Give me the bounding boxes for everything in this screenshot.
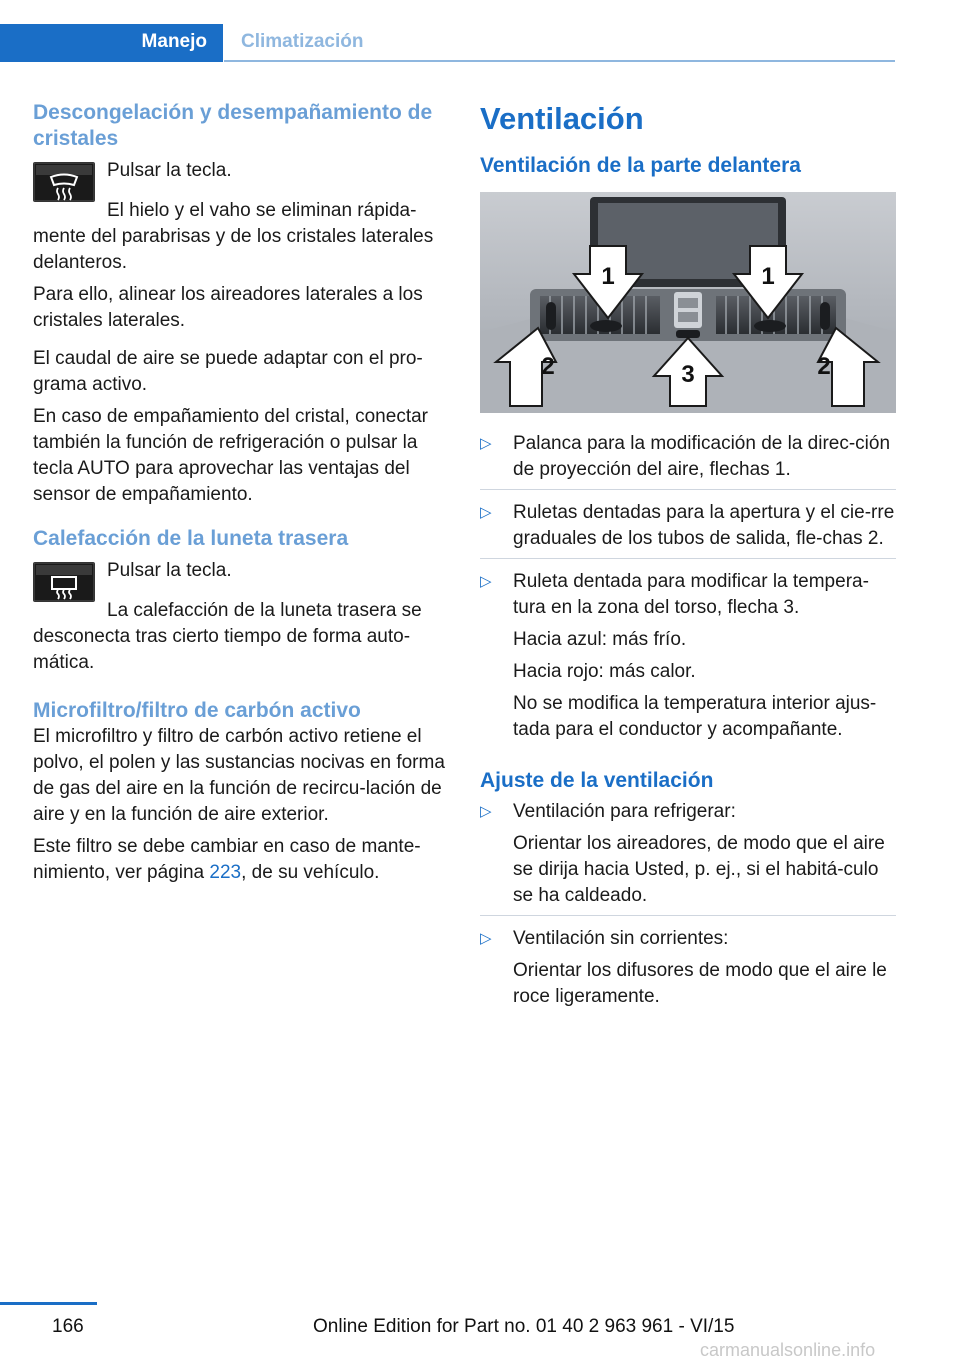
list-item-text: Ruletas dentadas para la apertura y el cie-rre graduales de los tubos de salida, fle-chas 2. (513, 502, 895, 549)
triangle-bullet-icon: ▷ (480, 803, 492, 820)
tab-climatizacion-label: Climatización (241, 31, 364, 52)
list-item-extra: Hacia rojo: más calor. (513, 661, 696, 682)
ventilation-title: Ventilación (480, 101, 644, 136)
ventilation-adjust-list (480, 799, 896, 1010)
list-item-extra: Hacia azul: más frío. (513, 629, 687, 650)
list-divider (480, 915, 896, 916)
page-header (0, 0, 960, 62)
triangle-bullet-icon: ▷ (480, 504, 492, 521)
section-title-microfilter: Microfiltro/filtro de carbón activo (33, 699, 361, 722)
dashboard-vents-figure (480, 192, 896, 413)
list-item-extra: Orientar los difusores de modo que el aire le roce ligeramente. (513, 960, 887, 1007)
front-defrost-icon (33, 162, 95, 202)
list-item-text: Ventilación para refrigerar: (513, 801, 736, 822)
figure-label-3: 3 (681, 361, 695, 388)
ventilation-elements-list (480, 431, 896, 743)
ventilation-adjust-title: Ajuste de la ventilación (480, 769, 714, 792)
defrost-airflow: El caudal de aire se puede adaptar con el pro-grama activo. (33, 348, 423, 395)
maintenance-text-a: Este filtro se debe cambiar en caso de mante-nimiento, ver página (33, 836, 421, 883)
tab-climatizacion[interactable] (224, 24, 895, 62)
figure-label-1-left: 1 (601, 263, 615, 290)
rear-press-key: Pulsar la tecla. (107, 560, 232, 581)
list-item (480, 926, 896, 1010)
defrost-description: El hielo y el vaho se eliminan rápida-mente del parabrisas y de los cristales laterales delanteros. (33, 200, 434, 273)
list-item-text: Palanca para la modificación de la direc-ción de proyección del aire, flechas 1. (513, 433, 891, 480)
page-number: 166 (52, 1316, 84, 1337)
header-divider (224, 60, 895, 62)
page-reference-link[interactable]: 223 (209, 862, 242, 883)
rear-heating-description: La calefacción de la luneta trasera se desconecta tras cierto tiempo de forma auto-mática. (33, 600, 422, 673)
defrost-key-block (33, 158, 448, 198)
edition-text: Online Edition for Part no. 01 40 2 963 961 - VI/15 (313, 1316, 735, 1337)
triangle-bullet-icon: ▷ (480, 435, 492, 452)
ventilation-subtitle: Ventilación de la parte delantera (480, 154, 801, 177)
microfilter-description: El microfiltro y filtro de carbón activo retiene el polvo, el polen y las sustancias nocivas en forma de gas del aire en la función de recircu-lación de aire y en la función de aire exterior. (33, 726, 445, 825)
list-item-text: Ventilación sin corrientes: (513, 928, 729, 949)
defrost-press-key: Pulsar la tecla. (107, 160, 232, 181)
left-column (33, 100, 448, 892)
tab-manejo-label: Manejo (141, 31, 207, 52)
defrost-fogging: En caso de empañamiento del cristal, conectar también la función de refrigeración o pulsar la tecla AUTO para aprovechar las ventajas del sensor de empañamiento. (33, 406, 428, 505)
list-item (480, 500, 896, 552)
triangle-bullet-icon: ▷ (480, 930, 492, 947)
list-divider (480, 558, 896, 559)
rear-defrost-key-block (33, 558, 448, 598)
list-item-extra: No se modifica la temperatura interior ajus-tada para el conductor y acompañante. (513, 693, 877, 740)
figure-label-2-left: 2 (541, 353, 555, 380)
list-item (480, 431, 896, 483)
list-divider (480, 489, 896, 490)
list-item (480, 799, 896, 909)
figure-label-2-right: 2 (817, 353, 831, 380)
list-item-extra: Orientar los aireadores, de modo que el aire se dirija hacia Usted, p. ej., si el habitá-culo se ha caldeado. (513, 833, 885, 906)
triangle-bullet-icon: ▷ (480, 573, 492, 590)
watermark: carmanualsonline.info (700, 1340, 876, 1360)
microfilter-maintenance (33, 834, 448, 886)
footer-divider (0, 1302, 97, 1305)
list-item (480, 569, 896, 743)
right-column (480, 100, 896, 1016)
section-title-rear-heating: Calefacción de la luneta trasera (33, 527, 349, 550)
figure-label-1-right: 1 (761, 263, 775, 290)
rear-defrost-icon (33, 562, 95, 602)
maintenance-text-b: , de su vehículo. (241, 862, 380, 883)
section-title-defrost: Descongelación y desempañamiento de cristales (33, 101, 433, 150)
defrost-align-vents: Para ello, alinear los aireadores laterales a los cristales laterales. (33, 284, 423, 331)
tab-manejo[interactable] (0, 24, 223, 62)
list-item-text: Ruleta dentada para modificar la tempera-tura en la zona del torso, flecha 3. (513, 571, 869, 618)
